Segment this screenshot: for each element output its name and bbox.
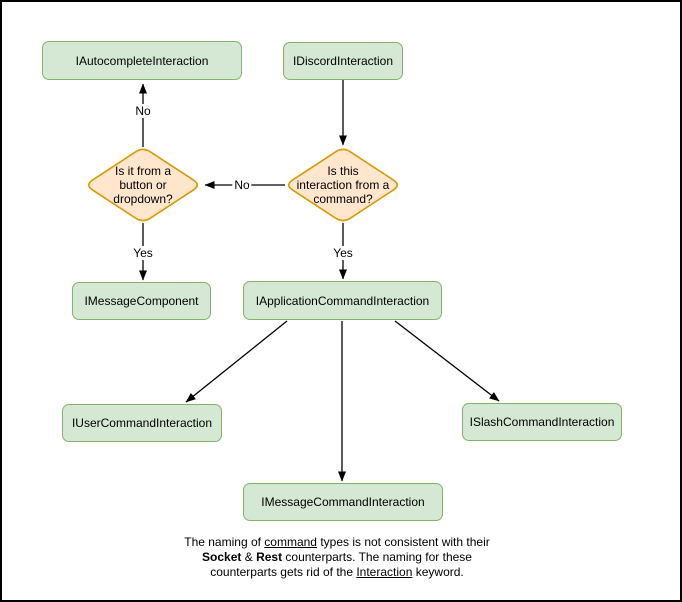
- node-message-component: IMessageComponent: [72, 282, 211, 320]
- node-discord-interaction: IDiscordInteraction: [283, 42, 403, 80]
- node-autocomplete-interaction: IAutocompleteInteraction: [42, 41, 242, 80]
- edge-label-no-up: No: [135, 104, 151, 118]
- naming-note: [137, 535, 537, 580]
- note-line-3: counterparts gets rid of the Interaction keyword.: [210, 565, 464, 579]
- decision-label: Is this interaction from a command?: [296, 164, 390, 206]
- edge-application-command-to-user-command: [186, 321, 287, 402]
- decision-label: Is it from a button or dropdown?: [113, 164, 173, 206]
- edge-label-yes-left: Yes: [133, 246, 153, 260]
- note-line-1: The naming of command types is not consistent with their: [184, 535, 490, 549]
- decision-interaction-from-command: [285, 147, 401, 223]
- edge-label-no-left: No: [234, 178, 250, 192]
- edge-application-command-to-slash-command: [395, 321, 499, 401]
- node-user-command-interaction: IUserCommandInteraction: [62, 404, 222, 442]
- decision-button-or-dropdown: [85, 147, 201, 223]
- node-slash-command-interaction: ISlashCommandInteraction: [462, 403, 622, 441]
- node-application-command-interaction: IApplicationCommandInteraction: [243, 281, 442, 320]
- note-line-2: Socket & Rest counterparts. The naming for these: [202, 550, 472, 564]
- edge-label-yes-right: Yes: [333, 246, 353, 260]
- node-message-command-interaction: IMessageCommandInteraction: [243, 483, 443, 521]
